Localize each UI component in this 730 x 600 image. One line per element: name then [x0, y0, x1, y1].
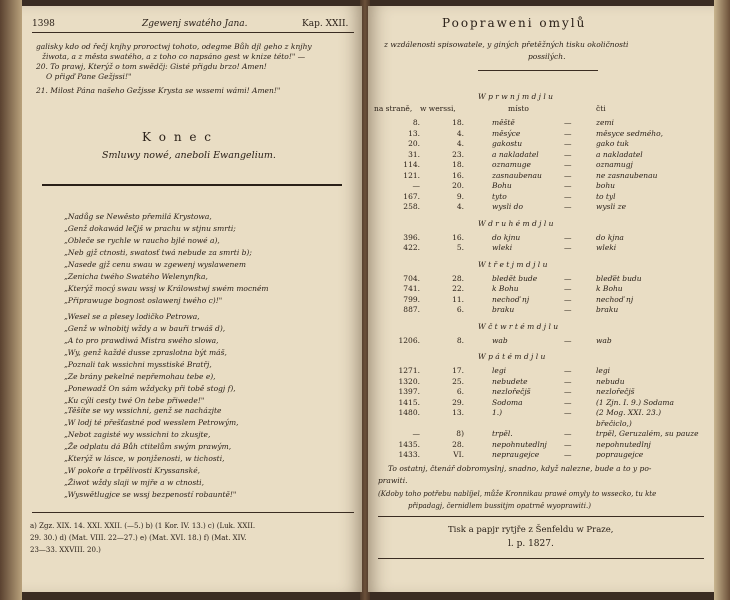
errata-cell: břečiclo,) [596, 418, 632, 428]
errata-cell: — [564, 397, 572, 407]
section-heading: W p á t é m d j l u [478, 352, 546, 361]
errata-cell: nebudu [596, 376, 625, 386]
errata-cell: 1397. [398, 387, 420, 396]
errata-cell: bleďět budu [596, 273, 642, 283]
errata-cell: — [564, 243, 572, 252]
col-header-read: čti [596, 104, 606, 113]
errata-cell: to tyl [596, 191, 616, 201]
errata-cell: — [564, 118, 572, 127]
poem-line: „Nebot zagisté wy wssichni to zkusjte, [64, 430, 211, 439]
verse-line: 21. Milost Pána našeho Gežjsse Krysta se wssemi wámi! Amen!" [36, 86, 281, 95]
chapter-label: Kap. XXII. [302, 19, 349, 29]
footnote-line: 23—33. XXVIII. 20.) [30, 546, 101, 554]
errata-cell: — [564, 429, 572, 438]
errata-cell: a nakladatel [492, 149, 539, 159]
note-line: (Kdoby toho potřebu nablíjel, může Kronnikau prawé omyly to wssecko, tu kte [378, 490, 657, 498]
errata-cell: 13. [408, 128, 420, 138]
errata-cell: 8. [412, 118, 420, 127]
errata-cell: 1320. [398, 376, 420, 386]
errata-cell: 11. [452, 294, 464, 304]
errata-cell: — [564, 450, 572, 459]
errata-cell: nechoď nj [492, 294, 530, 304]
poem-line: „Ku cýli cesty twé On tebe přiwede!" [64, 396, 205, 405]
errata-cell: — [564, 284, 572, 293]
errata-cell: 18. [452, 160, 464, 169]
imprint-year: l. p. 1827. [508, 539, 554, 549]
errata-cell: 23. [452, 149, 464, 159]
errata-cell: 13. [452, 408, 464, 417]
errata-cell: tyto [492, 191, 507, 201]
book-edge-left [0, 0, 22, 600]
errata-cell: gako tuk [596, 139, 630, 148]
verse-line: 20. To prawj, Kterýž o tom swědčj: Gisté přigdu brzo! Amen! [36, 62, 267, 71]
closing-line: To ostatnj, čtenář dobromyslnj, snadno, když nalezne, bude a to y po- [388, 464, 652, 473]
errata-cell: 9. [456, 191, 464, 201]
errata-cell: 20. [452, 181, 464, 190]
errata-cell: 8. [456, 335, 464, 345]
book-edge-right [714, 0, 730, 600]
errata-cell: nepraugejce [492, 450, 540, 459]
errata-cell: bohu [596, 181, 615, 190]
errata-cell: 258. [403, 202, 420, 211]
section-heading: W č t w r t é m d j l u [478, 321, 559, 331]
errata-cell: 741. [403, 284, 420, 293]
poem-line: „Že odplatu dá Bůh ctitelům swým prawým, [64, 442, 232, 451]
errata-cell: — [412, 429, 420, 438]
errata-cell: — [564, 160, 572, 169]
errata-cell: — [564, 191, 572, 201]
errata-cell: 704. [403, 273, 420, 283]
errata-cell: — [564, 387, 572, 396]
poem-line: „Kterýž w lásce, w ponjženosti, w tichosti, [64, 454, 225, 463]
errata-cell: 167. [403, 191, 420, 201]
errata-cell: 1433. [398, 450, 420, 459]
errata-cell: 17. [452, 366, 464, 375]
errata-cell: nepohnutedlnj [492, 439, 547, 449]
errata-cell: — [564, 128, 572, 138]
errata-cell: 1435. [398, 439, 420, 449]
errata-cell: wab [596, 335, 612, 345]
left-page [22, 6, 362, 592]
errata-cell: 1206. [398, 335, 420, 345]
poem-line: „Nasede gjž cenu swau w zgewenj wyslawenem [64, 260, 246, 269]
errata-cell: 29. [452, 397, 464, 407]
closing-line: prawiti. [378, 476, 408, 485]
errata-intro-2: possilých. [528, 52, 566, 61]
footnote-line: 29. 30.) d) (Mat. VIII. 22—27.) e) (Mat. XVI. 18.) f) (Mat. XIV. [30, 534, 247, 542]
errata-cell: nezlořečjš [596, 387, 635, 396]
errata-cell: — [564, 335, 572, 345]
errata-cell: 4. [456, 202, 464, 211]
errata-cell: 422. [403, 243, 420, 252]
poem-line: „Připrawuge bognost oslawenj twého c)!" [64, 296, 223, 305]
errata-cell: (2 Mog. XXI. 23.) [596, 408, 662, 417]
poem-line: „W lodj té přešťastné pod wesslem Petrowým, [64, 418, 239, 427]
errata-cell: trpěl. [492, 429, 513, 438]
errata-cell: zasnaubenau [492, 170, 542, 180]
errata-cell: legi [596, 366, 611, 375]
errata-cell: a nakladatel [596, 149, 643, 159]
konec-heading: K o n e c [142, 130, 213, 144]
footnote-rule [32, 512, 354, 513]
errata-cell: 28. [452, 439, 464, 449]
imprint-line: Tisk a papjr rytjře z Šenfeldu w Praze, [448, 525, 614, 535]
errata-cell: — [564, 139, 572, 148]
poem-line: „Zenicha twého Swatého Welenynfka, [64, 272, 208, 281]
errata-cell: — [564, 294, 572, 304]
errata-cell: Sodoma [492, 397, 523, 407]
errata-cell: 121. [403, 170, 420, 180]
errata-cell: 28. [452, 273, 464, 283]
section-heading: W t ř e t j m d j l u [478, 259, 548, 269]
errata-cell: bledět bude [492, 273, 538, 283]
errata-cell: nepohnutedlnj [596, 439, 651, 449]
errata-cell: braku [492, 305, 515, 314]
errata-cell: do kjnu [492, 232, 521, 242]
errata-cell: do kjna [596, 232, 624, 242]
poem-line: „Těšíte se wy wssichni, genž se nacházjte [64, 406, 222, 415]
errata-cell: Bohu [492, 181, 512, 190]
errata-cell: 18. [452, 118, 464, 127]
poem-line: „Nadůg se Newěsto přemilá Krystowa, [64, 212, 212, 221]
errata-cell: k Bohu [596, 284, 623, 293]
poem-line: „Genž w wlnobitj wždy a w bauři trwáš d), [64, 324, 226, 333]
errata-cell: měsýce [492, 128, 521, 138]
verse-line: žiwota, a z města swatého, a z toho co napsáno gest w knize této!" — [42, 52, 306, 61]
errata-cell: — [564, 232, 572, 242]
running-title: Zgewenj swatého Jana. [142, 19, 248, 29]
col-header-page: na straně, [374, 104, 413, 113]
page-number: 1398 [32, 19, 55, 29]
errata-cell: wysli ze [596, 202, 627, 211]
errata-cell: — [564, 170, 572, 180]
errata-cell: — [564, 305, 572, 314]
errata-title: Poopraweni omylů [442, 16, 587, 30]
errata-cell: — [564, 439, 572, 449]
errata-cell: k Bohu [492, 284, 519, 293]
errata-cell: — [564, 181, 572, 190]
errata-cell: — [412, 181, 420, 190]
errata-cell: VI. [453, 450, 464, 459]
errata-cell: 1480. [398, 408, 420, 417]
poem-line: „Poznali tak wssichni mysstiské Bratřj, [64, 360, 212, 369]
errata-cell: popraugejce [596, 450, 644, 459]
book-subtitle: Smluwy nowé, aneboli Ewangelium. [102, 150, 276, 161]
errata-cell: 4. [456, 128, 464, 138]
poem-line: „Neb gjž ctnosti, swatosť twá nebude za smrti b); [64, 248, 252, 257]
errata-cell: zemi [596, 118, 614, 127]
col-header-instead: místo [508, 104, 529, 113]
header-rule [32, 32, 354, 33]
errata-cell: oznamuge [492, 160, 531, 169]
errata-cell: 16. [452, 232, 464, 242]
errata-cell: 6. [456, 305, 464, 314]
errata-cell: 1415. [398, 397, 420, 407]
verse-line: O přigď Pane Gežjssi!" [46, 72, 132, 81]
poem-line: „Kterýž mocý swau wssj w Králowstwj swém mocném [64, 284, 269, 293]
errata-cell: 5. [456, 243, 464, 252]
poem-line: „Ze brány pekelné nepřemohau tebe e), [64, 372, 216, 381]
errata-cell: — [564, 366, 572, 375]
right-page [368, 6, 714, 592]
poem-line: „A to pro prawdiwá Mistra swého slowa, [64, 336, 219, 345]
errata-cell: 1271. [398, 366, 420, 375]
imprint-rule-bottom [378, 558, 704, 559]
errata-cell: 16. [452, 170, 464, 180]
errata-cell: 31. [408, 149, 420, 159]
note-line: připadagj, černidlem bussitjm opatrně wyoprawiti.) [408, 502, 591, 510]
title-rule [478, 70, 598, 71]
errata-cell: — [564, 149, 572, 159]
poem-line: „W pokoře a trpělivosti Kryssanské, [64, 466, 201, 475]
errata-cell: 20. [408, 139, 420, 148]
errata-cell: trpěl, Geruzalém, su pauze [596, 429, 699, 438]
errata-cell: nechoď nj [596, 294, 634, 304]
errata-cell: 114. [403, 160, 420, 169]
poem-line: „Wesel se a plesey lodičko Petrowa, [64, 312, 200, 321]
errata-cell: legi [492, 366, 507, 375]
errata-cell: měště [492, 118, 515, 127]
errata-cell: oznamugj [596, 160, 633, 169]
section-heading: W d r u h é m d j l u [478, 218, 554, 228]
errata-intro-1: z wzdálenosti spisowatele, y giných přetěžných tisku okoličnosti [384, 40, 629, 49]
errata-cell: wysli do [492, 202, 524, 211]
errata-cell: — [564, 273, 572, 283]
poem-line: „Obleče se rychle w raucho bjlé nowé a), [64, 236, 220, 245]
errata-cell: — [564, 202, 572, 211]
poem-line: „Žiwot wždy slaji w mjře a w ctnosti, [64, 478, 204, 487]
errata-cell: wleki [596, 243, 617, 252]
errata-cell: ne zasnaubenau [596, 170, 658, 180]
errata-cell: braku [596, 305, 619, 314]
errata-cell: 6. [456, 387, 464, 396]
errata-cell: 887. [403, 305, 420, 314]
poem-line: „Ponewadž On sám wždycky při tobě stogj f), [64, 384, 236, 393]
verse-line: galisky kdo od řečj knjhy proroctwj tohoto, odegme Bůh djl geho z knjhy [36, 42, 312, 51]
poem-line: „Wyswětlugjce se wssj bezpeností robauntě!" [64, 490, 237, 499]
errata-cell: 1.) [492, 408, 503, 417]
errata-cell: 22. [452, 284, 464, 293]
errata-cell: — [564, 408, 572, 417]
col-header-line: w werssi, [420, 104, 456, 113]
errata-cell: měsyce sedmého, [596, 128, 664, 138]
errata-cell: 799. [403, 294, 420, 304]
poem-line: „Wy, genž každé dusse zpraslotna být máš, [64, 348, 227, 357]
errata-cell: wleki [492, 243, 513, 252]
errata-cell: 396. [403, 232, 420, 242]
errata-cell: 4. [456, 139, 464, 148]
footnote-line: a) Zgz. XIX. 14. XXI. XXII. (—5.) b) (1 Kor. IV. 13.) c) (Luk. XXII. [30, 522, 256, 530]
errata-cell: nezlořečjš [492, 387, 531, 396]
errata-cell: 8) [456, 429, 464, 438]
errata-cell: (1 Zjn. I. 9.) Sodama [596, 397, 674, 407]
errata-cell: gakostu [492, 139, 523, 148]
imprint-rule-top [378, 516, 704, 517]
errata-cell: 25. [452, 376, 464, 386]
errata-cell: — [564, 376, 572, 386]
section-heading: W p r w n j m d j l u [478, 92, 553, 101]
ornament-rule [42, 184, 342, 186]
errata-cell: wab [492, 335, 508, 345]
errata-cell: nebudete [492, 376, 528, 386]
poem-line: „Genž dokawád leζjš w prachu w stjnu smrti; [64, 224, 236, 233]
